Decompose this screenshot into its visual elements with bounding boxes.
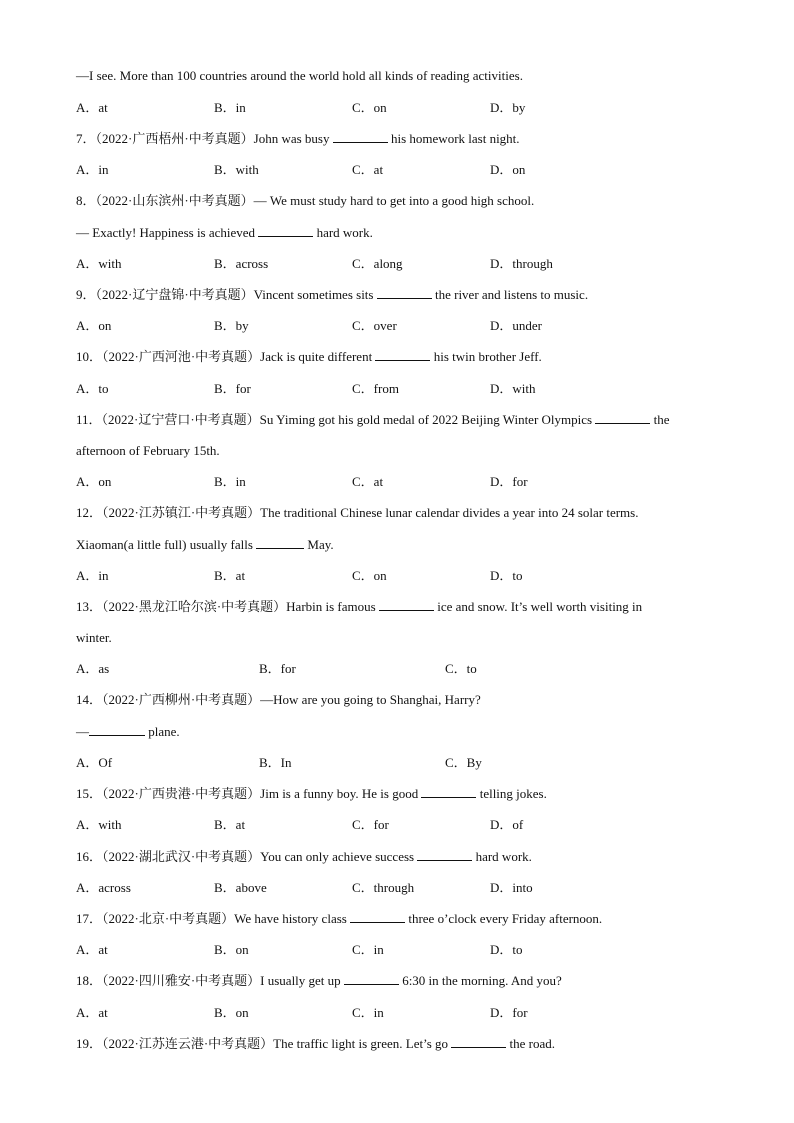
answer-blank [258, 225, 313, 237]
question-text-after-blank: telling jokes. [476, 786, 547, 801]
question-line [76, 599, 642, 615]
question-line [76, 225, 373, 241]
answer-option: C．through [352, 880, 415, 895]
answer-blank [333, 131, 388, 143]
question-line [76, 849, 532, 865]
text-line: winter. [76, 630, 112, 645]
text-line: 8．（2022·山东滨州·中考真题）— We must study hard to get into a good high school. [76, 193, 535, 208]
answer-option: D．of [490, 817, 524, 832]
answer-option: B．at [214, 817, 246, 832]
question-line [76, 537, 334, 553]
answer-option: A．on [76, 318, 112, 333]
answer-option: B．in [214, 474, 246, 489]
answer-blank [421, 786, 476, 798]
answer-option: A．at [76, 942, 108, 957]
answer-option: A．with [76, 817, 122, 832]
question-text-after-blank: the [650, 412, 670, 427]
answer-option: A．at [76, 1005, 108, 1020]
answer-option: B．across [214, 256, 269, 271]
question-line [76, 1036, 555, 1052]
answer-blank [379, 599, 434, 611]
answer-option: C．over [352, 318, 397, 333]
answer-option: D．through [490, 256, 553, 271]
answer-option: A．across [76, 880, 131, 895]
answer-option: C．on [352, 100, 387, 115]
question-text-before-blank: 9．（2022·辽宁盘锦·中考真题）Vincent sometimes sits [76, 287, 377, 302]
answer-option: B．in [214, 100, 246, 115]
answer-option: B．on [214, 942, 249, 957]
question-text-before-blank: 15．（2022·广西贵港·中考真题）Jim is a funny boy. He is good [76, 786, 422, 801]
answer-option: C．in [352, 942, 384, 957]
answer-option: A．as [76, 661, 110, 676]
question-line [76, 911, 602, 927]
question-text-after-blank: the road. [506, 1036, 555, 1051]
question-text-before-blank: 7．（2022·广西梧州·中考真题）John was busy [76, 131, 333, 146]
answer-option: C．By [445, 755, 482, 770]
answer-blank [375, 349, 430, 361]
answer-option: A．to [76, 381, 109, 396]
answer-option: A．on [76, 474, 112, 489]
question-line [76, 724, 180, 740]
answer-option: C．on [352, 568, 387, 583]
answer-option: C．for [352, 817, 389, 832]
question-text-after-blank: his homework last night. [387, 131, 520, 146]
question-line [76, 287, 588, 303]
question-text-after-blank: hard work. [313, 225, 373, 240]
question-text-before-blank: 18．（2022·四川雅安·中考真题）I usually get up [76, 973, 344, 988]
answer-option: B．on [214, 1005, 249, 1020]
question-text-after-blank: three o’clock every Friday afternoon. [405, 911, 603, 926]
question-text-before-blank: — Exactly! Happiness is achieved [76, 225, 259, 240]
text-line: 14．（2022·广西柳州·中考真题）—How are you going to Shanghai, Harry? [76, 692, 481, 707]
answer-option: A．at [76, 100, 108, 115]
answer-blank [595, 412, 650, 424]
question-text-after-blank: the river and listens to music. [431, 287, 589, 302]
answer-blank [344, 973, 399, 985]
answer-option: D．with [490, 381, 536, 396]
answer-blank [89, 724, 145, 736]
question-text-after-blank: ice and snow. It’s well worth visiting in [433, 599, 643, 614]
answer-option: A．Of [76, 755, 113, 770]
answer-blank [451, 1036, 506, 1048]
question-text-before-blank: 19．（2022·江苏连云港·中考真题）The traffic light is green. Let’s go [76, 1036, 452, 1051]
answer-option: C．to [445, 661, 477, 676]
answer-option: D．to [490, 942, 523, 957]
answer-option: C．in [352, 1005, 384, 1020]
answer-option: A．with [76, 256, 122, 271]
question-text-after-blank: plane. [145, 724, 180, 739]
question-line [76, 349, 542, 365]
question-line [76, 131, 520, 147]
answer-option: C．at [352, 162, 384, 177]
answer-option: B．above [214, 880, 267, 895]
answer-option: B．with [214, 162, 259, 177]
answer-option: A．in [76, 568, 109, 583]
answer-option: B．for [214, 381, 251, 396]
question-text-before-blank: 10．（2022·广西河池·中考真题）Jack is quite different [76, 349, 376, 364]
answer-option: D．into [490, 880, 533, 895]
answer-option: C．from [352, 381, 399, 396]
question-line [76, 412, 669, 428]
answer-option: D．to [490, 568, 523, 583]
answer-option: C．at [352, 474, 384, 489]
answer-option: D．on [490, 162, 526, 177]
answer-blank [377, 287, 432, 299]
answer-option: A．in [76, 162, 109, 177]
answer-option: D．for [490, 1005, 528, 1020]
answer-option: B．for [259, 661, 296, 676]
answer-option: C．along [352, 256, 403, 271]
question-text-after-blank: 6:30 in the morning. And you? [398, 973, 562, 988]
answer-option: B．by [214, 318, 249, 333]
answer-option: D．by [490, 100, 526, 115]
question-text-before-blank: 13．（2022·黑龙江哈尔滨·中考真题）Harbin is famous [76, 599, 379, 614]
answer-option: D．under [490, 318, 542, 333]
question-line [76, 973, 562, 989]
answer-blank [417, 849, 472, 861]
question-text-before-blank: 11．（2022·辽宁营口·中考真题）Su Yiming got his gold medal of 2022 Beijing Winter Olympics [76, 412, 596, 427]
question-text-after-blank: May. [304, 537, 334, 552]
text-line: 12．（2022·江苏镇江·中考真题）The traditional Chinese lunar calendar divides a year into 24 solar terms. [76, 505, 639, 520]
question-text-before-blank: 17．（2022·北京·中考真题）We have history class [76, 911, 351, 926]
question-text-after-blank: hard work. [472, 849, 532, 864]
text-line: —I see. More than 100 countries around the world hold all kinds of reading activities. [76, 68, 523, 83]
question-text-before-blank: Xiaoman(a little full) usually falls [76, 537, 257, 552]
answer-option: B．at [214, 568, 246, 583]
answer-blank [256, 537, 304, 549]
answer-option: D．for [490, 474, 528, 489]
question-line [76, 786, 547, 802]
question-text-before-blank: — [76, 724, 89, 739]
question-text-before-blank: 16．（2022·湖北武汉·中考真题）You can only achieve success [76, 849, 418, 864]
question-text-after-blank: his twin brother Jeff. [430, 349, 542, 364]
answer-blank [350, 911, 405, 923]
answer-option: B．In [259, 755, 292, 770]
text-line: afternoon of February 15th. [76, 443, 220, 458]
